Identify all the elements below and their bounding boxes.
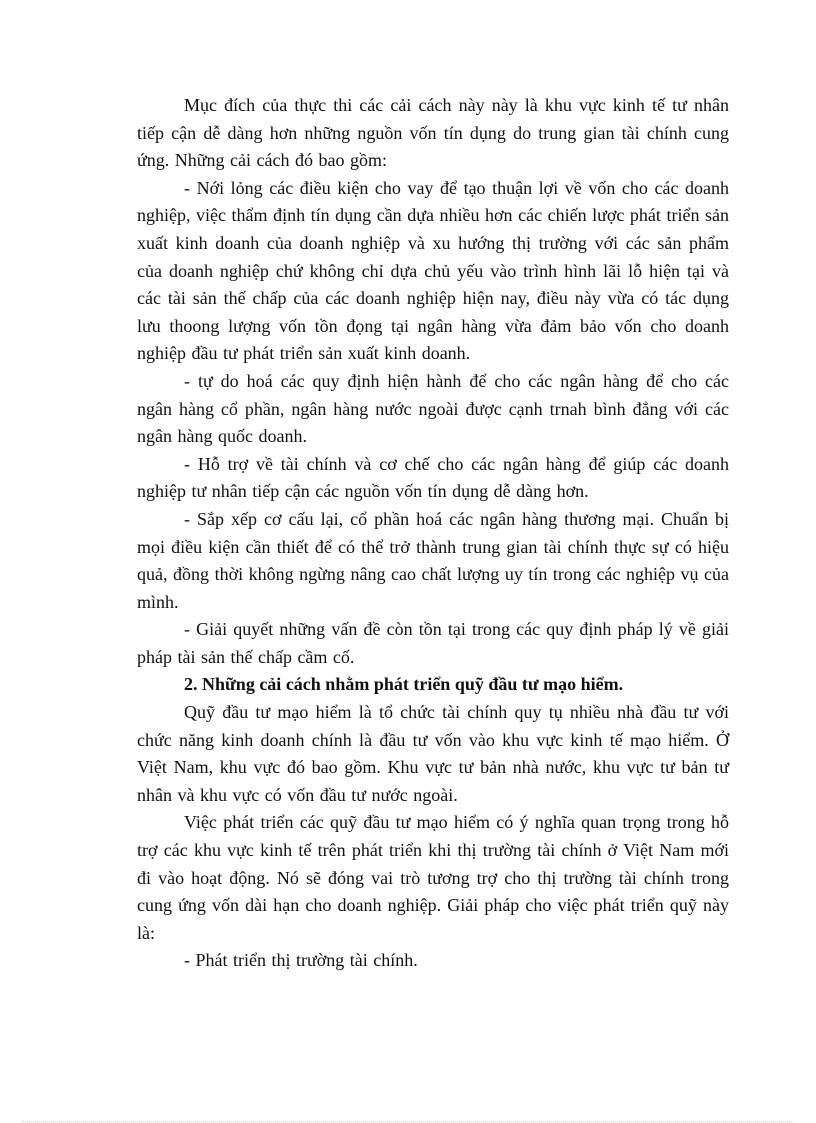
paragraph-liberalize-regulations: - tự do hoá các quy định hiện hành để cho các ngân hàng để cho các ngân hàng cổ phần, ngân hàng nước ngoài được cạnh trnah bình đẳng với các ngân hàng quốc doanh. [137,370,729,447]
section-heading: 2. Những cải cách nhằm phát triển quỹ đầu tư mạo hiểm. [184,674,624,695]
paragraph-loosen-lending: - Nới lỏng các điều kiện cho vay để tạo thuận lợi về vốn cho các doanh nghiệp, việc thẩm định tín dụng cần dựa nhiều hơn các chiến lược phát triển sản xuất kinh doanh của doanh nghiệp và xu hướng thị trường với các sản phẩm của doanh nghiệp chứ không chỉ dựa chủ yếu vào trình hình lãi lỗ hiện tại và các tài sản thế chấp của các doanh nghiệp hiện nay, điều này vừa có tác dụng lưu thoong lượng vốn tồn đọng tại ngân hàng vừa đảm bảo vốn cho doanh nghiệp đầu tư phát triển sản xuất kinh doanh. [137,177,729,364]
page-bottom-divider [22,1121,794,1122]
document-body [137,92,729,975]
paragraph-venture-fund-importance: Việc phát triển các quỹ đầu tư mạo hiểm có ý nghĩa quan trọng trong hỗ trợ các khu vực kinh tế trên phát triển khi thị trường tài chính ở Việt Nam mới đi vào hoạt động. Nó sẽ đóng vai trò tương trợ cho thị trường tài chính trong cung ứng vốn dài hạn cho doanh nghiệp. Giải pháp cho việc phát triển quỹ này là: [137,812,729,943]
paragraph-restructure-banks: - Sắp xếp cơ cấu lại, cổ phần hoá các ngân hàng thương mại. Chuẩn bị mọi điều kiện cần thiết để có thể trở thành trung gian tài chính thực sự có hiệu quả, đồng thời không ngừng nâng cao chất lượng uy tín trong các nghiệp vụ của mình. [137,508,729,612]
paragraph-develop-financial-market: - Phát triển thị trường tài chính. [184,950,418,971]
paragraph-legal-issues: - Giải quyết những vấn đề còn tồn tại trong các quy định pháp lý về giải pháp tài sản thế chấp cầm cố. [137,619,729,667]
paragraph-purpose: Mục đích của thực thi các cải cách này này là khu vực kinh tế tư nhân tiếp cận dễ dàng hơn những nguồn vốn tín dụng do trung gian tài chính cung ứng. Những cải cách đó bao gồm: [137,95,729,171]
paragraph-financial-support: - Hỗ trợ về tài chính và cơ chế cho các ngân hàng để giúp các doanh nghiệp tư nhân tiếp cận các nguồn vốn tín dụng dễ dàng hơn. [137,453,729,502]
paragraph-venture-fund-definition: Quỹ đầu tư mạo hiểm là tổ chức tài chính quy tụ nhiều nhà đầu tư với chức năng kinh doanh chính là đầu tư vốn vào khu vực kinh tế mạo hiểm. Ở Việt Nam, khu vực đó bao gồm. Khu vực tư bản nhà nước, khu vực tư bản tư nhân và khu vực có vốn đầu tư nước ngoài. [137,702,729,805]
